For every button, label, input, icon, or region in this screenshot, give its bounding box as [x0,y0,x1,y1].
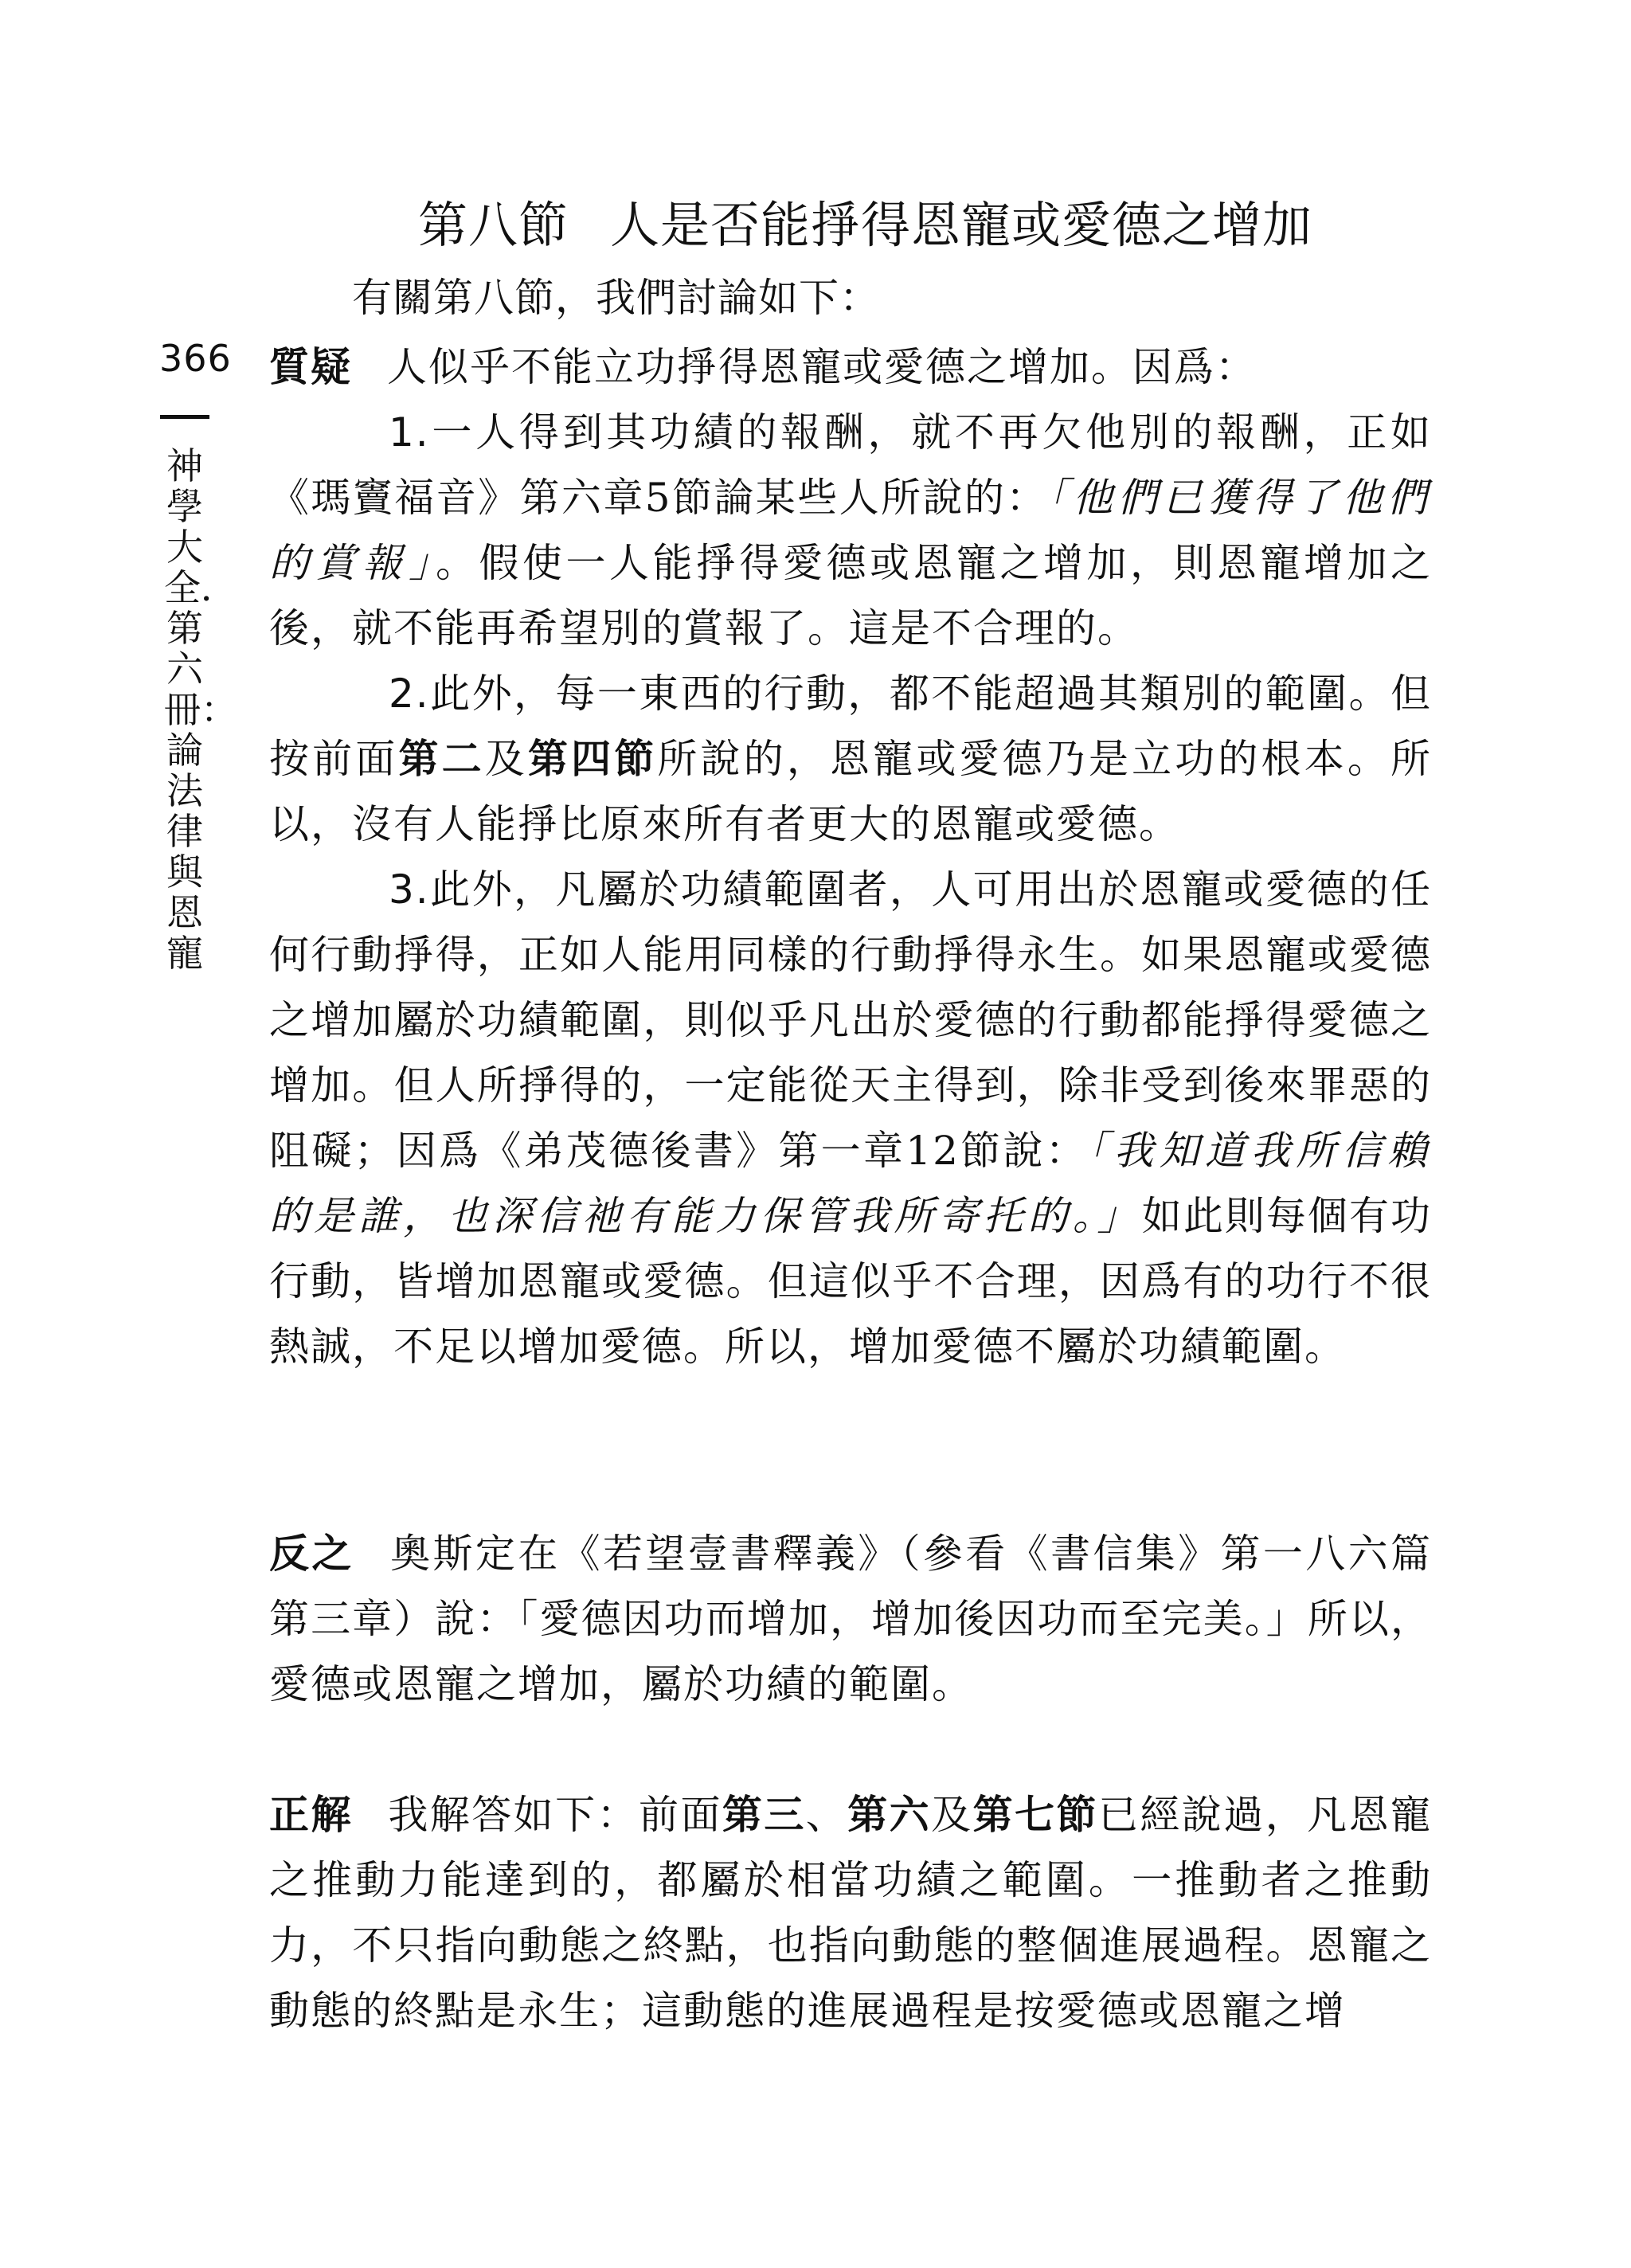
answer-bold-c: 第七節 [972,1792,1098,1838]
objection-1 [269,400,1432,661]
contra-text: 奧斯定在《若望壹書釋義》（參看《書信集》第一八六篇第三章）說：「愛德因功而增加，增加後因功而至完美。」所以，愛德或恩寵之增加，屬於功績的範圍。 [269,1531,1433,1707]
answer-bold-b: 第六 [847,1792,932,1838]
objection-2-text-a: 此外，每一東西的行動，都不能超過其類別的範圍。但按前面 [269,671,1432,782]
doubt-paragraph [269,334,1432,400]
objection-1-text-b: 。假使一人能掙得愛德或恩寵之增加，則恩寵增加之後，就不能再希望別的賞報了。這是不合理的。 [269,540,1432,651]
answer-label: 正解 [269,1792,353,1838]
objection-3-number: 3. [389,866,430,913]
answer-bold-a: 第三 [722,1792,806,1838]
page-number: 366 [159,337,232,380]
objection-3-text-a: 此外，凡屬於功績範圍者，人可用出於恩寵或愛德的任何行動掙得，正如人能用同樣的行動掙得永生。如果恩寵或愛德之增加屬於功績範圍，則似乎凡出於愛德的行動都能掙得愛德之增加。但人所掙得的，一定能從天主得到，除非受到後來罪惡的阻礙；因爲《弟茂德後書》第一章12節說： [269,866,1432,1174]
objection-3 [269,857,1432,1379]
section-heading: 人是否能掙得恩寵或愛德之增加 [610,196,1313,254]
objection-2-bold-a: 第二 [398,736,485,782]
answer-sep-a: 、 [805,1792,848,1838]
contra-label: 反之 [269,1531,354,1577]
doubt-label: 質疑 [269,344,352,390]
doubt-text: 人似乎不能立功掙得恩寵或愛德之增加。因爲： [387,344,1257,390]
objection-1-quote: 「他們已獲得了他們的賞報」 [269,475,1433,586]
section-intro: 有關第八節，我們討論如下： [352,275,880,321]
answer-text-c: 已經說過，凡恩寵之推動力能達到的，都屬於相當功績之範圍。一推動者之推動力，不只指向動態之終點，也指向動態的整個進展過程。恩寵之動態的終點是永生；這動態的進展過程是按愛德或恩寵之增 [269,1792,1433,2034]
answer-paragraph [269,1782,1432,2043]
objection-2-bold-b: 第四節 [527,736,658,782]
section-title [418,194,1453,257]
margin-rule [160,415,209,419]
objection-2-number: 2. [389,671,430,717]
answer-text-b: 及 [931,1792,973,1838]
running-title: 神學大全．第六冊：論法律與恩寵 [164,444,237,975]
objection-2-text-b: 及 [484,736,528,782]
answer-text-a: 我解答如下：前面 [387,1792,722,1838]
objection-1-text-a: 一人得到其功績的報酬，就不再欠他別的報酬，正如《瑪竇福音》第六章5節論某些人所說的： [269,409,1432,521]
objection-2-text-c: 所說的，恩寵或愛德乃是立功的根本。所以，沒有人能掙比原來所有者更大的恩寵或愛德。 [269,736,1433,847]
contra-paragraph [269,1521,1432,1717]
objection-3-quote: 「我知道我所信賴的是誰，也深信祂有能力保管我所寄托的。」 [269,1128,1433,1239]
objection-3-text-b: 如此則每個有功行動，皆增加恩寵或愛德。但這似乎不合理，因爲有的功行不很熱誠，不足以增加愛德。所以，增加愛德不屬於功績範圍。 [269,1193,1433,1370]
objection-1-number: 1. [389,409,430,456]
objection-2 [269,661,1432,857]
section-number: 第八節 [418,196,569,254]
